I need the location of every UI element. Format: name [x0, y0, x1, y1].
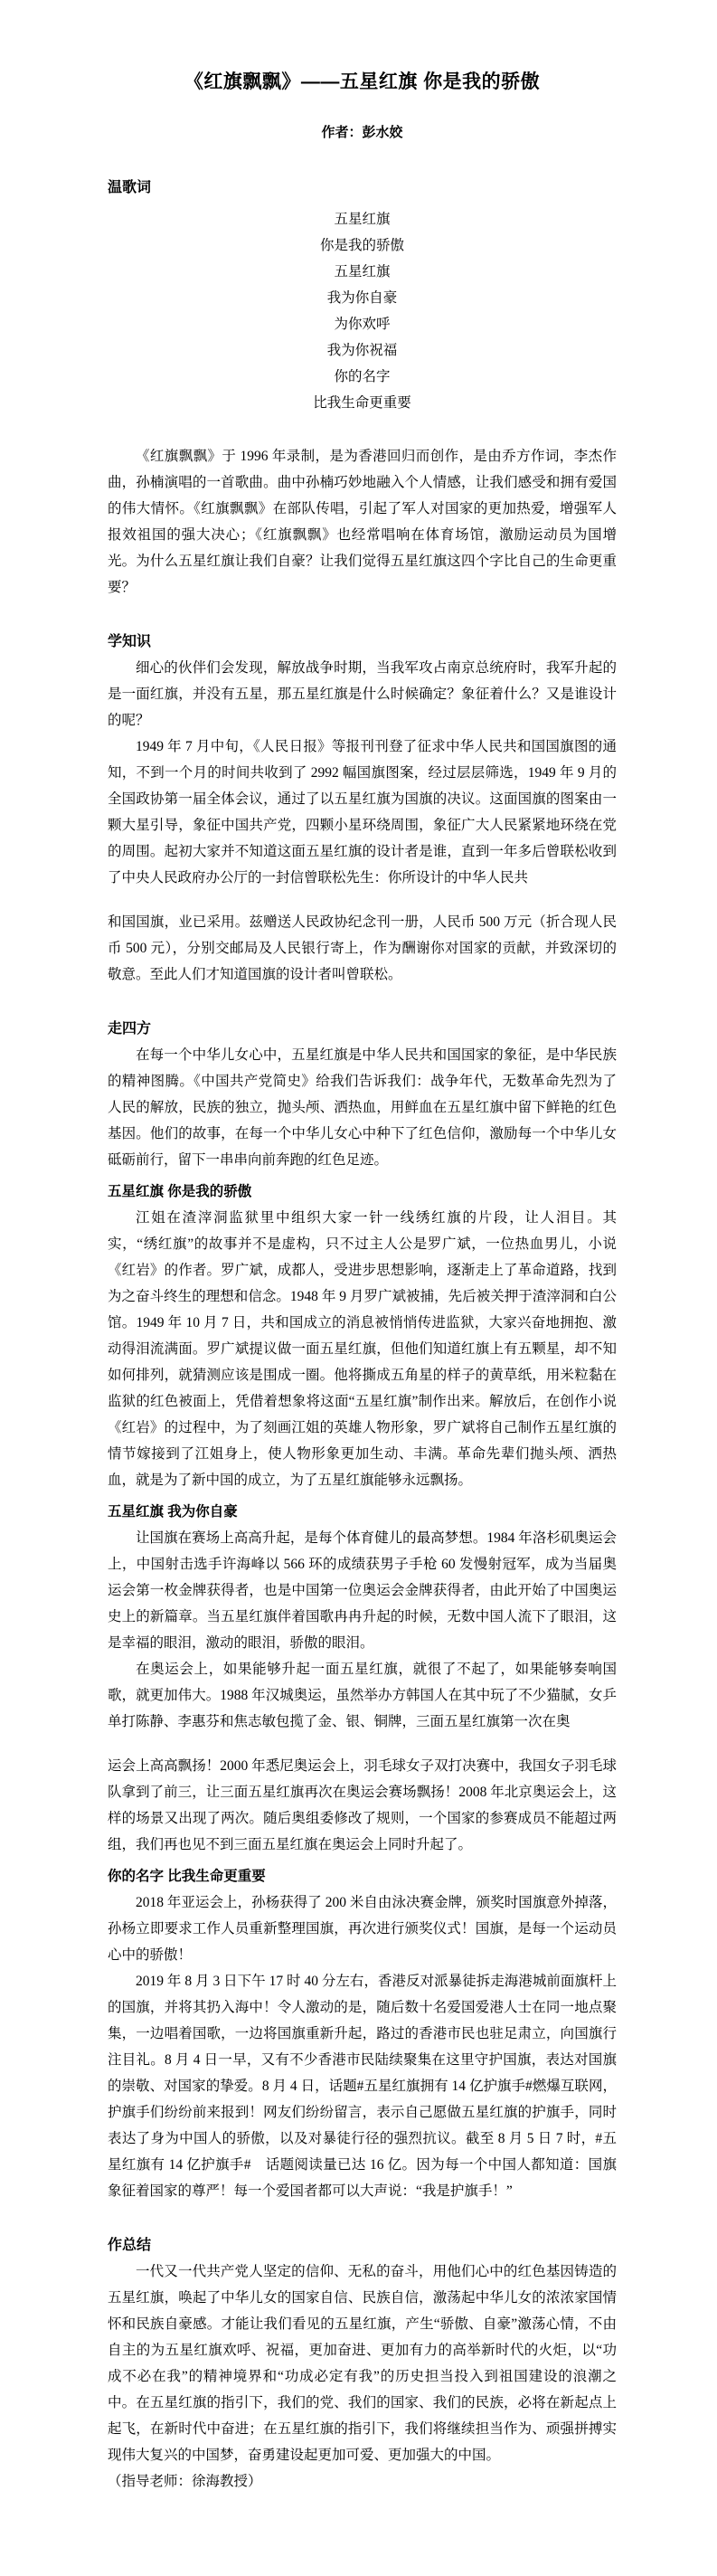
subheading-proud: 五星红旗 我为你自豪	[108, 1504, 238, 1520]
subheading-pride: 五星红旗 你是我的骄傲	[108, 1184, 252, 1199]
lyric-line: 我为你祝福	[326, 343, 398, 358]
section-heading-knowledge: 学知识	[108, 634, 152, 649]
instructor-note: （指导老师：徐海教授）	[108, 2474, 262, 2489]
subheading-name: 你的名字 比我生命更重要	[108, 1869, 266, 1884]
lyric-line: 为你欢呼	[334, 317, 391, 332]
paragraph-proud-2: 在奥运会上，如果能够升起一面五星红旗，就很了不起了，如果能够奏响国歌，就更加伟大。1988 年汉城奥运，虽然举办方韩国人在其中玩了不少猫腻，女乒单打陈静、李惠芬和焦志敏包揽了金、银、铜牌，三面五星红旗第一次在奥	[108, 1662, 617, 1729]
paragraph-knowledge-2: 1949 年 7 月中旬，《人民日报》等报刊刊登了征求中华人民共和国国旗图的通知，不到一个月的时间共收到了 2992 幅国旗图案，经过层层筛选，1949 年 9 月的全国政协第一届全体会议，通过了以五星红旗为国旗的决议。这面国旗的图案由一颗大星引导，象征中国共产党，四颗小星环绕周围，象征广大人民紧紧地环绕在党的周围。起初大家并不知道这面五星红旗的设计者是谁，直到一年多后曾联松收到了中央人民政府办公厅的一封信曾联松先生：你所设计的中华人民共	[108, 739, 617, 886]
paragraph-intro: 《红旗飘飘》于 1996 年录制，是为香港回归而创作，是由乔方作词，李杰作曲，孙楠演唱的一首歌曲。曲中孙楠巧妙地融入个人情感，让我们感受和拥有爱国的伟大情怀。《红旗飘飘》在部队传唱，引起了军人对国家的更加热爱，增强军人报效祖国的强大决心；《红旗飘飘》也经常唱响在体育场馆，激励运动员为国增光。为什么五星红旗让我们自豪？让我们觉得五星红旗这四个字比自己的生命更重要？	[108, 449, 617, 595]
paragraph-name-1: 2018 年亚运会上，孙杨获得了 200 米自由泳决赛金牌，颁奖时国旗意外掉落，孙杨立即要求工作人员重新整理国旗，再次进行颁奖仪式！国旗，是每一个运动员心中的骄傲！	[108, 1895, 617, 1963]
paragraph-knowledge-1: 细心的伙伴们会发现，解放战争时期，当我军攻占南京总统府时，我军升起的是一面红旗，并没有五星，那五星红旗是什么时候确定？象征着什么？又是谁设计的呢？	[108, 660, 617, 728]
author-line: 作者：彭水姣	[321, 125, 403, 140]
lyric-line: 五星红旗	[334, 212, 391, 227]
lyrics-block	[108, 206, 617, 416]
lyric-line: 比我生命更重要	[313, 395, 411, 411]
paragraph-travel-1: 在每一个中华儿女心中，五星红旗是中华人民共和国国家的象征，是中华民族的精神图腾。《中国共产党简史》给我们告诉我们：战争年代，无数革命先烈为了人民的解放，民族的独立，抛头颅、洒热血，用鲜血在五星红旗中留下鲜艳的红色基因。他们的故事，在每一个中华儿女心中种下了红色信仰，激励每一个中华儿女砥砺前行，留下一串串向前奔跑的红色足迹。	[108, 1047, 617, 1168]
paragraph-proud-1: 让国旗在赛场上高高升起，是每个体育健儿的最高梦想。1984 年洛杉矶奥运会上，中国射击选手许海峰以 566 环的成绩获男子手枪 60 发慢射冠军，成为当届奥运会第一枚金牌获得者，也是中国第一位奥运会金牌获得者，由此开始了中国奥运史上的新篇章。当五星红旗伴着国歌冉冉升起的时候，无数中国人流下了眼泪，这是幸福的眼泪，激动的眼泪，骄傲的眼泪。	[108, 1530, 617, 1651]
lyric-line: 你的名字	[334, 369, 391, 384]
paragraph-proud-2-continued: 运会上高高飘扬！2000 年悉尼奥运会上，羽毛球女子双打决赛中，我国女子羽毛球队拿到了前三，让三面五星红旗再次在奥运会赛场飘扬！2008 年北京奥运会上，这样的场景又出现了两次。随后奥组委修改了规则，一个国家的参赛成员不能超过两组，我们再也见不到三面五星红旗在奥运会上同时升起了。	[108, 1758, 617, 1852]
lyric-line: 五星红旗	[334, 264, 391, 279]
paragraph-knowledge-2-continued: 和国国旗，业已采用。兹赠送人民政协纪念刊一册，人民币 500 万元（折合现人民币 500 元），分别交邮局及人民银行寄上，作为酬谢你对国家的贡献，并致深切的敬意。至此人们才知道国旗的设计者叫曾联松。	[108, 914, 617, 982]
document-title: 《红旗飘飘》——五星红旗 你是我的骄傲	[184, 71, 541, 92]
paragraph-pride-1: 江姐在渣滓洞监狱里中组织大家一针一线绣红旗的片段，让人泪目。其实，“绣红旗”的故事并不是虚构，只不过主人公是罗广斌，一位热血男儿，小说《红岩》的作者。罗广斌，成都人，受进步思想影响，逐渐走上了革命道路，找到为之奋斗终生的理想和信念。1948 年 9 月罗广斌被捕，先后被关押于渣滓洞和白公馆。1949 年 10 月 7 日，共和国成立的消息被悄悄传进监狱，大家兴奋地拥抱、激动得泪流满面。罗广斌提议做一面五星红旗，但他们知道红旗上有五颗星，却不知如何排列，就猜测应该是围成一圈。他将撕成五角星的样子的黄草纸，用米粒黏在监狱的红色被面上，凭借着想象将这面“五星红旗”制作出来。解放后，在创作小说《红岩》的过程中，为了刻画江姐的英雄人物形象，罗广斌将自己制作五星红旗的情节嫁接到了江姐身上，使人物形象更加生动、丰满。革命先辈们抛头颅、洒热血，就是为了新中国的成立，为了五星红旗能够永远飘扬。	[108, 1210, 617, 1488]
paragraph-summary-1: 一代又一代共产党人坚定的信仰、无私的奋斗，用他们心中的红色基因铸造的五星红旗，唤起了中华儿女的国家自信、民族自信，激荡起中华儿女的浓浓家国情怀和民族自豪感。才能让我们看见的五星红旗，产生“骄傲、自豪”激荡心情，不由自主的为五星红旗欢呼、祝福，更加奋进、更加有力的高举新时代的火炬，以“功成不必在我”的精神境界和“功成必定有我”的历史担当投入到祖国建设的浪潮之中。在五星红旗的指引下，我们的党、我们的国家、我们的民族，必将在新起点上起飞，在新时代中奋进；在五星红旗的指引下，我们将继续担当作为、顽强拼搏实现伟大复兴的中国梦，奋勇建设起更加可爱、更加强大的中国。	[108, 2264, 617, 2463]
lyric-line: 我为你自豪	[326, 290, 398, 306]
section-heading-summary: 作总结	[108, 2238, 152, 2253]
paragraph-name-2: 2019 年 8 月 3 日下午 17 时 40 分左右，香港反对派暴徒拆走海港城前面旗杆上的国旗，并将其扔入海中！令人激动的是，随后数十名爱国爱港人士在同一地点聚集，一边唱着国歌，一边将国旗重新升起，路过的香港市民也驻足肃立，向国旗行注目礼。8 月 4 日一早，又有不少香港市民陆续聚集在这里守护国旗，表达对国旗的崇敬、对国家的挚爱。8 月 4 日，话题#五星红旗拥有 14 亿护旗手#燃爆互联网，护旗手们纷纷前来报到！网友们纷纷留言，表示自己愿做五星红旗的护旗手，同时表达了身为中国人的骄傲，以及对暴徒行径的强烈抗议。截至 8 月 5 日 7 时，#五星红旗有 14 亿护旗手# 话题阅读量已达 16 亿。因为每一个中国人都知道：国旗象征着国家的尊严！每一个爱国者都可以大声说：“我是护旗手！”	[108, 1974, 617, 2199]
lyric-line: 你是我的骄傲	[319, 238, 404, 253]
section-heading-travel: 走四方	[108, 1021, 152, 1037]
section-heading-lyrics: 温歌词	[108, 180, 152, 195]
